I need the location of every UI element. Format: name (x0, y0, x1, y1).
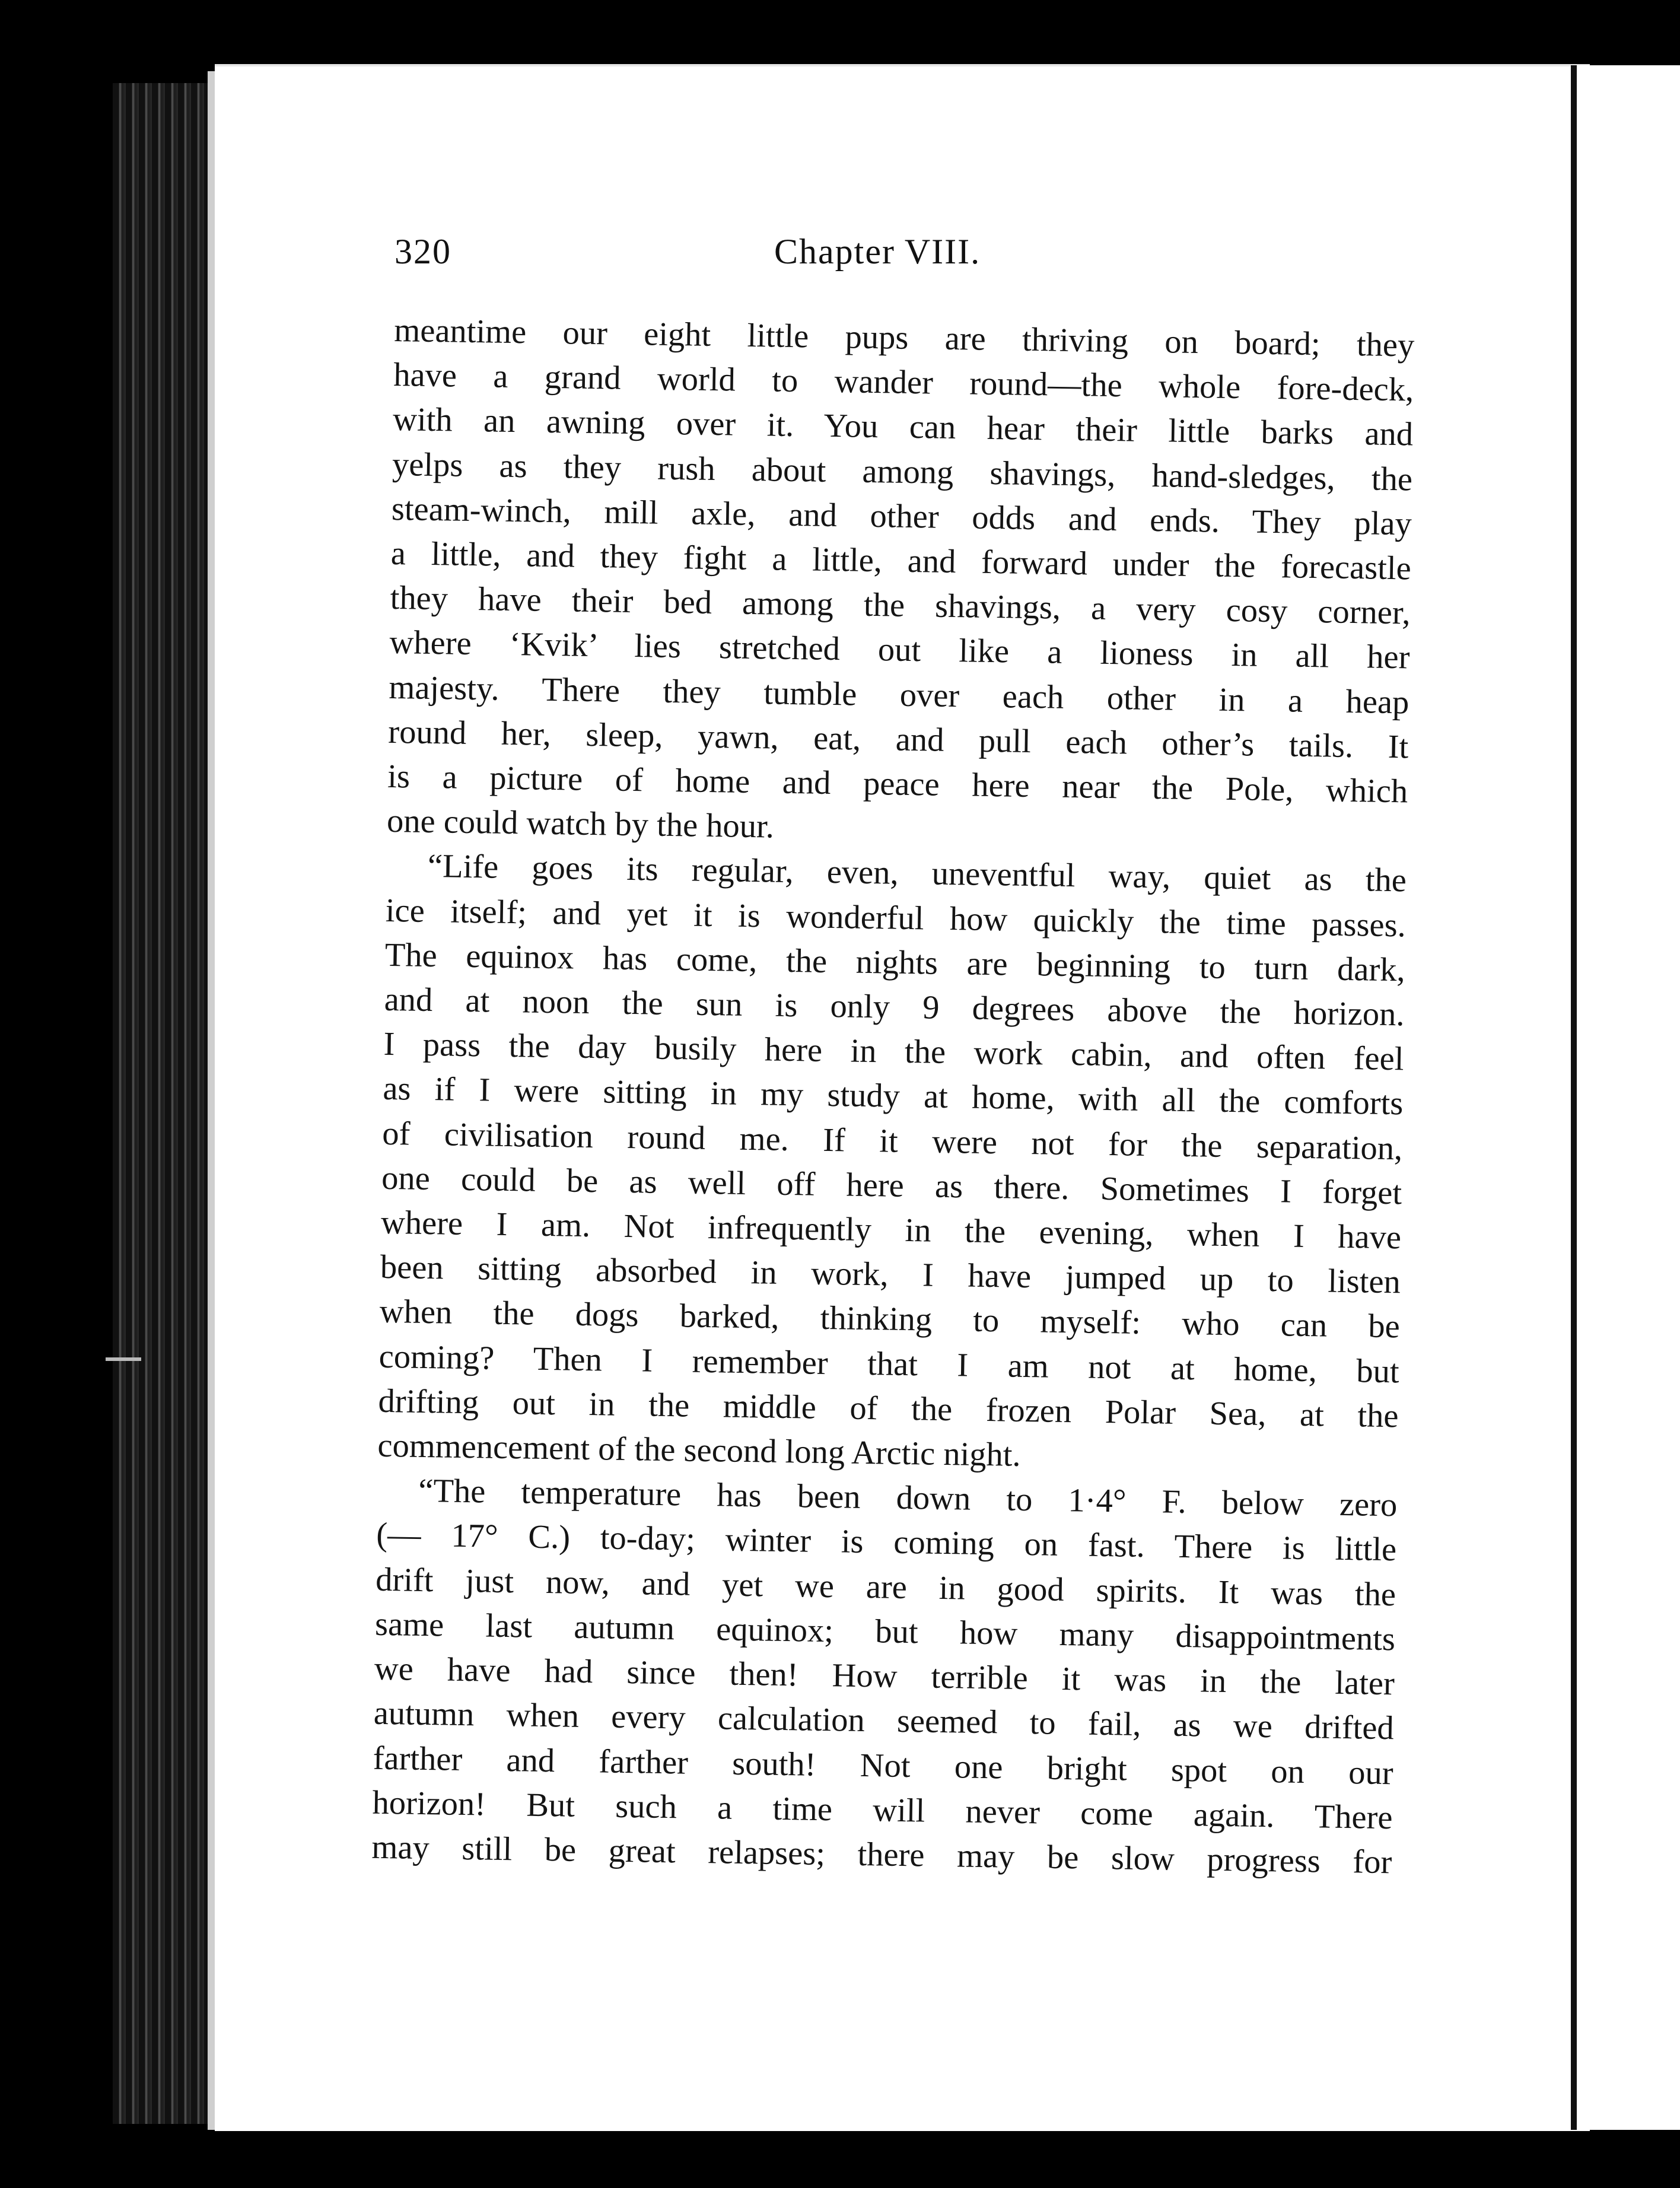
text-line: have a grand world to wander round—the whole fore-deck, (393, 357, 1414, 409)
running-head: Chapter VIII. (774, 232, 981, 271)
paragraph (377, 844, 1407, 1483)
text-line: meantime our eight little pups are thriving on board; they (393, 311, 1415, 364)
text-line: where I am. Not infrequently in the evening, when I have (380, 1204, 1402, 1257)
text-line: round her, sleep, yawn, eat, and pull each other’s tails. It (387, 713, 1409, 766)
text-line: been sitting absorbed in work, I have jumped up to listen (380, 1249, 1401, 1301)
page-edges (113, 83, 219, 2124)
text-line: drift just now, and yet we are in good spirits. It was the (375, 1561, 1396, 1613)
text-line: is a picture of home and peace here near the Pole, which (387, 758, 1408, 810)
text-line: majesty. There they tumble over each other in a heap (389, 669, 1409, 721)
text-line: of civilisation round me. If it were not for the separation, (381, 1115, 1403, 1168)
facing-page-edge (1571, 65, 1680, 2130)
text-line: one could be as well off here as there. Sometimes I forget (381, 1159, 1402, 1212)
text-line: I pass the day busily here in the work cabin, and often feel (383, 1026, 1404, 1078)
text-line: commencement of the second long Arctic night. (377, 1427, 1022, 1474)
text-line: one could watch by the hour. (386, 803, 775, 845)
text-line: with an awning over it. You can hear their little barks and (392, 401, 1414, 453)
page-edge-mark (106, 1357, 141, 1361)
text-line: same last autumn equinox; but how many disappointments (374, 1605, 1396, 1658)
text-line: coming? Then I remember that I am not at home, but (378, 1338, 1400, 1390)
text-line: (— 17° C.) to-day; winter is coming on fast. There is little (376, 1516, 1397, 1569)
text-line: The equinox has come, the nights are beginning to turn dark, (384, 936, 1406, 989)
text-line: drifting out in the middle of the frozen Polar Sea, at the (378, 1382, 1399, 1435)
page-number: 320 (394, 232, 451, 271)
paragraph (371, 1468, 1398, 1885)
text-line: steam-winch, mill axle, and other odds and ends. They play (391, 490, 1412, 543)
text-line: may still be great relapses; there may be slow progress for (371, 1828, 1392, 1881)
text-line: where ‘Kvik’ lies stretched out like a lioness in all her (389, 624, 1410, 676)
text-line: they have their bed among the shavings, a very cosy corner, (390, 580, 1411, 632)
text-line: autumn when every calculation seemed to fail, as we drifted (373, 1695, 1395, 1747)
text-line: when the dogs barked, thinking to myself: who can be (379, 1293, 1401, 1346)
page-header (394, 231, 1415, 285)
text-line: “Life goes its regular, even, uneventful way, quiet as the (427, 848, 1407, 899)
text-line: a little, and they fight a little, and forward under the forecastle (390, 535, 1412, 587)
text-line: farther and farther south! Not one bright spot on our (373, 1739, 1394, 1792)
text-line: “The temperature has been down to 1·4° F. below zero (418, 1473, 1398, 1524)
text-line: ice itself; and yet it is wonderful how quickly the time passes. (385, 892, 1407, 944)
text-line: yelps as they rush about among shavings, hand-sledges, the (392, 446, 1413, 498)
paragraph (387, 309, 1415, 859)
text-line: as if I were sitting in my study at home, with all the comforts (383, 1070, 1404, 1122)
text-line: and at noon the sun is only 9 degrees above the horizon. (384, 981, 1405, 1033)
text-line: we have had since then! How terrible it was in the later (374, 1650, 1395, 1703)
text-line: horizon! But such a time will never come again. There (372, 1784, 1393, 1836)
body-text (371, 309, 1415, 1885)
